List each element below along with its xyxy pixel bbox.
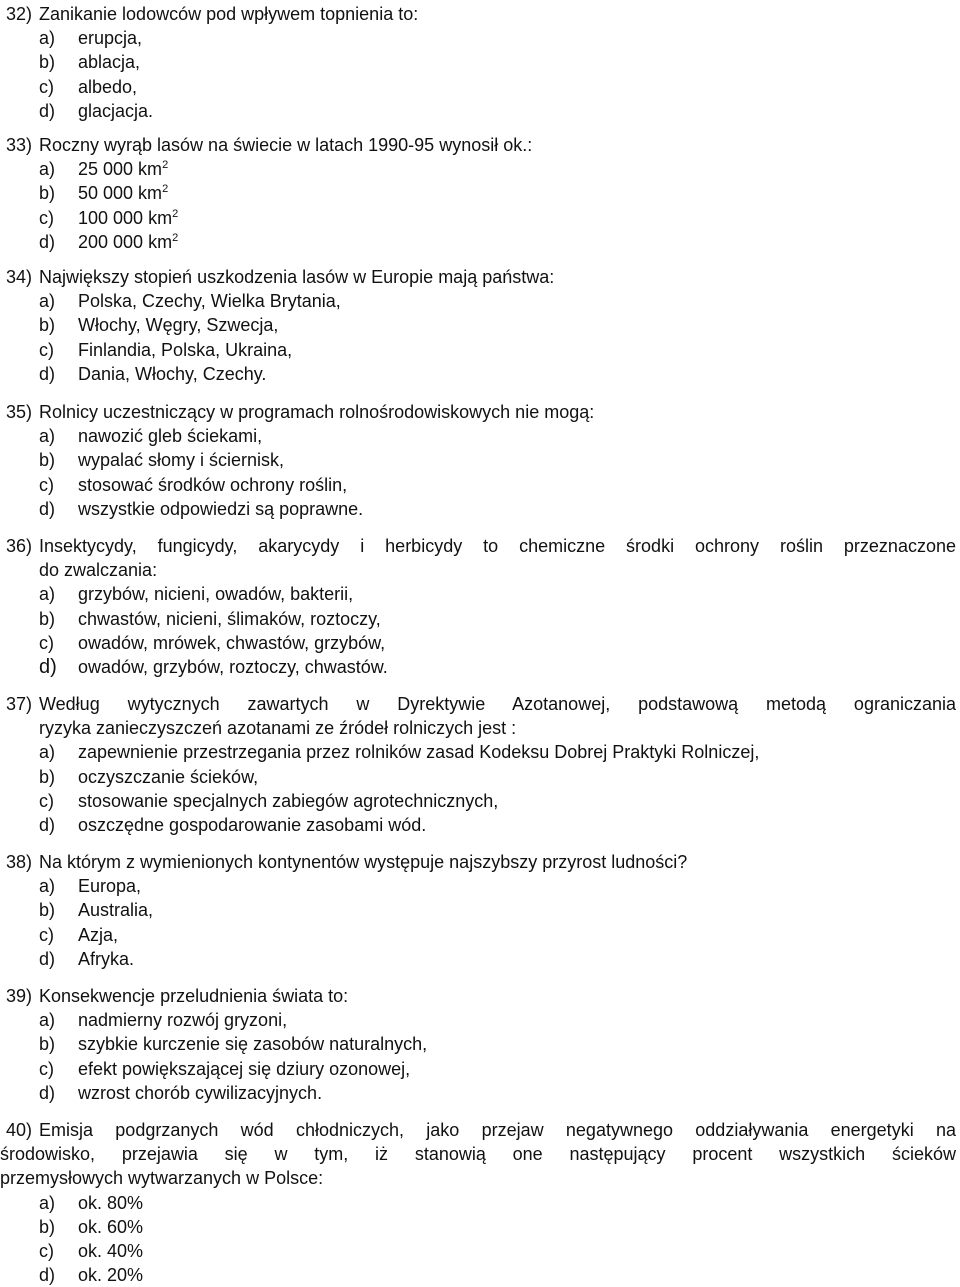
answer-option-a bbox=[0, 157, 956, 181]
option-letter: b) bbox=[39, 52, 56, 73]
option-text: albedo, bbox=[78, 76, 138, 97]
answer-option-c bbox=[0, 473, 956, 497]
option-text: Azja, bbox=[78, 924, 119, 945]
answer-option-d bbox=[0, 497, 956, 521]
answer-option-b bbox=[0, 898, 956, 922]
option-text: 200 000 km bbox=[78, 231, 173, 252]
question-stem-block bbox=[0, 692, 956, 740]
question-number: 33) bbox=[6, 135, 33, 155]
answer-option-c bbox=[0, 206, 956, 230]
option-text: glacjacja. bbox=[78, 100, 154, 121]
option-letter: d) bbox=[39, 1265, 56, 1286]
option-text: owadów, mrówek, chwastów, grzybów, bbox=[78, 632, 386, 653]
question-stem-line bbox=[0, 2, 956, 26]
answer-option-a bbox=[0, 26, 956, 50]
option-letter: a) bbox=[39, 1192, 56, 1213]
option-text: nadmierny rozwój gryzoni, bbox=[78, 1010, 288, 1031]
option-letter: d) bbox=[39, 948, 56, 969]
option-letter: c) bbox=[39, 790, 54, 811]
answer-option-d bbox=[0, 655, 956, 679]
question-stem-line bbox=[0, 850, 956, 874]
option-text-wrap bbox=[78, 181, 168, 208]
question-37 bbox=[0, 692, 956, 837]
option-letter: d) bbox=[39, 498, 56, 519]
answer-option-d bbox=[0, 1263, 956, 1287]
question-stem-line: ryzyka zanieczyszczeń azotanami ze źródeł rolniczych jest : bbox=[39, 718, 517, 739]
answer-option-c bbox=[0, 789, 956, 813]
option-letter: b) bbox=[39, 1034, 56, 1055]
option-text: Finlandia, Polska, Ukraina, bbox=[78, 339, 293, 360]
question-stem-line: przemysłowych wytwarzanych w Polsce: bbox=[0, 1168, 324, 1189]
option-text: wzrost chorób cywilizacyjnych. bbox=[78, 1082, 323, 1103]
answer-option-a bbox=[0, 740, 956, 764]
option-letter: c) bbox=[39, 1240, 54, 1261]
option-text: ok. 40% bbox=[78, 1240, 144, 1261]
option-letter: a) bbox=[39, 426, 56, 447]
option-letter: d) bbox=[39, 1082, 56, 1103]
option-text-wrap bbox=[78, 206, 178, 233]
question-stem: Rolnicy uczestniczący w programach rolnośrodowiskowych nie mogą: bbox=[39, 402, 595, 422]
option-text: stosować środków ochrony roślin, bbox=[78, 474, 348, 495]
question-number: 40) bbox=[6, 1120, 33, 1140]
question-stem: Największy stopień uszkodzenia lasów w Europie mają państwa: bbox=[39, 267, 555, 287]
answer-option-c bbox=[0, 75, 956, 99]
superscript: 2 bbox=[172, 207, 179, 220]
answer-option-b bbox=[0, 448, 956, 472]
question-stem: Roczny wyrąb lasów na świecie w latach 1990-95 wynosił ok.: bbox=[39, 135, 533, 155]
option-letter: b) bbox=[39, 766, 56, 787]
answer-option-b bbox=[0, 1032, 956, 1056]
option-letter: c) bbox=[39, 1058, 54, 1079]
answer-option-a bbox=[0, 424, 956, 448]
answer-option-b bbox=[0, 313, 956, 337]
option-text: ok. 20% bbox=[78, 1265, 144, 1286]
option-letter: b) bbox=[39, 315, 56, 336]
question-number: 34) bbox=[6, 267, 33, 287]
option-letter: c) bbox=[39, 207, 54, 228]
question-34 bbox=[0, 265, 956, 386]
option-text: wypalać słomy i ściernisk, bbox=[78, 450, 285, 471]
answer-option-a bbox=[0, 874, 956, 898]
option-letter: b) bbox=[39, 608, 56, 629]
answer-option-c bbox=[0, 338, 956, 362]
option-letter: a) bbox=[39, 742, 56, 763]
answer-option-b bbox=[0, 607, 956, 631]
question-39 bbox=[0, 984, 956, 1105]
question-33 bbox=[0, 133, 956, 254]
option-letter: d) bbox=[39, 655, 57, 678]
option-text: efekt powiększającej się dziury ozonowej, bbox=[78, 1058, 411, 1079]
option-text: ablacja, bbox=[78, 52, 141, 73]
question-stem-line bbox=[0, 400, 956, 424]
answer-option-c bbox=[0, 1239, 956, 1263]
option-text-wrap bbox=[78, 157, 168, 184]
question-stem: Konsekwencje przeludnienia świata to: bbox=[39, 986, 349, 1006]
option-letter: c) bbox=[39, 76, 54, 97]
question-35 bbox=[0, 400, 956, 521]
option-text: szybkie kurczenie się zasobów naturalnych, bbox=[78, 1034, 428, 1055]
option-text: ok. 80% bbox=[78, 1192, 144, 1213]
superscript: 2 bbox=[172, 231, 179, 244]
option-text: wszystkie odpowiedzi są poprawne. bbox=[78, 498, 364, 519]
question-32 bbox=[0, 2, 956, 123]
option-letter: b) bbox=[39, 900, 56, 921]
option-letter: a) bbox=[39, 291, 56, 312]
answer-option-c bbox=[0, 923, 956, 947]
question-stem: Zanikanie lodowców pod wpływem topnienia to: bbox=[39, 4, 419, 24]
option-text: oczyszczanie ścieków, bbox=[78, 766, 259, 787]
option-text: 100 000 km bbox=[78, 207, 173, 228]
answer-option-b bbox=[0, 50, 956, 74]
answer-option-b bbox=[0, 181, 956, 205]
option-text: zapewnienie przestrzegania przez rolników zasad Kodeksu Dobrej Praktyki Rolniczej, bbox=[78, 742, 760, 763]
option-text: Europa, bbox=[78, 876, 142, 897]
question-stem-line: do zwalczania: bbox=[39, 560, 158, 581]
option-letter: d) bbox=[39, 100, 56, 121]
option-text: grzybów, nicieni, owadów, bakterii, bbox=[78, 584, 354, 605]
option-letter: d) bbox=[39, 814, 56, 835]
question-stem-block bbox=[0, 1118, 956, 1191]
question-stem bbox=[39, 534, 956, 582]
question-stem-line: Insektycydy, fungicydy, akarycydy i herbicydy to chemiczne środki ochrony roślin przeznaczone bbox=[39, 536, 956, 556]
question-stem-line: Według wytycznych zawartych w Dyrektywie Azotanowej, podstawową metodą ograniczania bbox=[39, 694, 956, 714]
question-number: 32) bbox=[6, 4, 33, 24]
option-letter: b) bbox=[39, 450, 56, 471]
option-letter: c) bbox=[39, 924, 54, 945]
answer-option-d bbox=[0, 813, 956, 837]
answer-option-d bbox=[0, 230, 956, 254]
question-number: 37) bbox=[6, 694, 33, 714]
option-letter: b) bbox=[39, 1216, 56, 1237]
question-number: 36) bbox=[6, 536, 33, 556]
option-letter: c) bbox=[39, 474, 54, 495]
question-number: 38) bbox=[6, 852, 33, 872]
question-stem-line bbox=[0, 265, 956, 289]
answer-option-c bbox=[0, 631, 956, 655]
question-stem bbox=[39, 692, 956, 740]
answer-option-a bbox=[0, 1008, 956, 1032]
superscript: 2 bbox=[162, 159, 169, 172]
option-text: erupcja, bbox=[78, 28, 143, 49]
answer-option-d bbox=[0, 1081, 956, 1105]
answer-option-d bbox=[0, 947, 956, 971]
option-text: stosowanie specjalnych zabiegów agrotechnicznych, bbox=[78, 790, 499, 811]
question-number: 35) bbox=[6, 402, 33, 422]
answer-option-c bbox=[0, 1057, 956, 1081]
option-letter: a) bbox=[39, 876, 56, 897]
option-letter: a) bbox=[39, 1010, 56, 1031]
option-letter: c) bbox=[39, 339, 54, 360]
answer-option-a bbox=[0, 1191, 956, 1215]
question-38 bbox=[0, 850, 956, 971]
answer-option-a bbox=[0, 582, 956, 606]
question-stem-line: środowisko, przejawia się w tym, iż stanowią one następujący procent wszystkich ścieków bbox=[0, 1144, 956, 1165]
option-letter: a) bbox=[39, 159, 56, 180]
option-text: Australia, bbox=[78, 900, 154, 921]
question-36 bbox=[0, 534, 956, 679]
answer-option-a bbox=[0, 289, 956, 313]
question-stem-line bbox=[0, 984, 956, 1008]
option-text: nawozić gleb ściekami, bbox=[78, 426, 263, 447]
question-stem-block bbox=[0, 534, 956, 582]
option-text: 25 000 km bbox=[78, 159, 163, 180]
option-text: chwastów, nicieni, ślimaków, roztoczy, bbox=[78, 608, 381, 629]
option-text: Polska, Czechy, Wielka Brytania, bbox=[78, 291, 341, 312]
answer-option-d bbox=[0, 362, 956, 386]
question-stem: Na którym z wymienionych kontynentów występuje najszybszy przyrost ludności? bbox=[39, 852, 688, 872]
option-text: 50 000 km bbox=[78, 183, 163, 204]
question-40 bbox=[0, 1118, 956, 1287]
option-letter: d) bbox=[39, 231, 56, 252]
question-stem-line: Emisja podgrzanych wód chłodniczych, jako przejaw negatywnego oddziaływania energetyki na bbox=[39, 1120, 956, 1140]
option-letter: c) bbox=[39, 632, 54, 653]
option-text: Dania, Włochy, Czechy. bbox=[78, 363, 267, 384]
answer-option-b bbox=[0, 765, 956, 789]
superscript: 2 bbox=[162, 183, 169, 196]
option-text: ok. 60% bbox=[78, 1216, 144, 1237]
option-text: Afryka. bbox=[78, 948, 135, 969]
option-text: Włochy, Węgry, Szwecja, bbox=[78, 315, 279, 336]
option-text: owadów, grzybów, roztoczy, chwastów. bbox=[78, 656, 388, 677]
option-text-wrap bbox=[78, 230, 178, 257]
option-letter: d) bbox=[39, 363, 56, 384]
question-number: 39) bbox=[6, 986, 33, 1006]
option-text: oszczędne gospodarowanie zasobami wód. bbox=[78, 814, 427, 835]
option-letter: a) bbox=[39, 28, 56, 49]
option-letter: a) bbox=[39, 584, 56, 605]
question-stem-line bbox=[0, 133, 956, 157]
answer-option-b bbox=[0, 1215, 956, 1239]
option-letter: b) bbox=[39, 183, 56, 204]
answer-option-d bbox=[0, 99, 956, 123]
